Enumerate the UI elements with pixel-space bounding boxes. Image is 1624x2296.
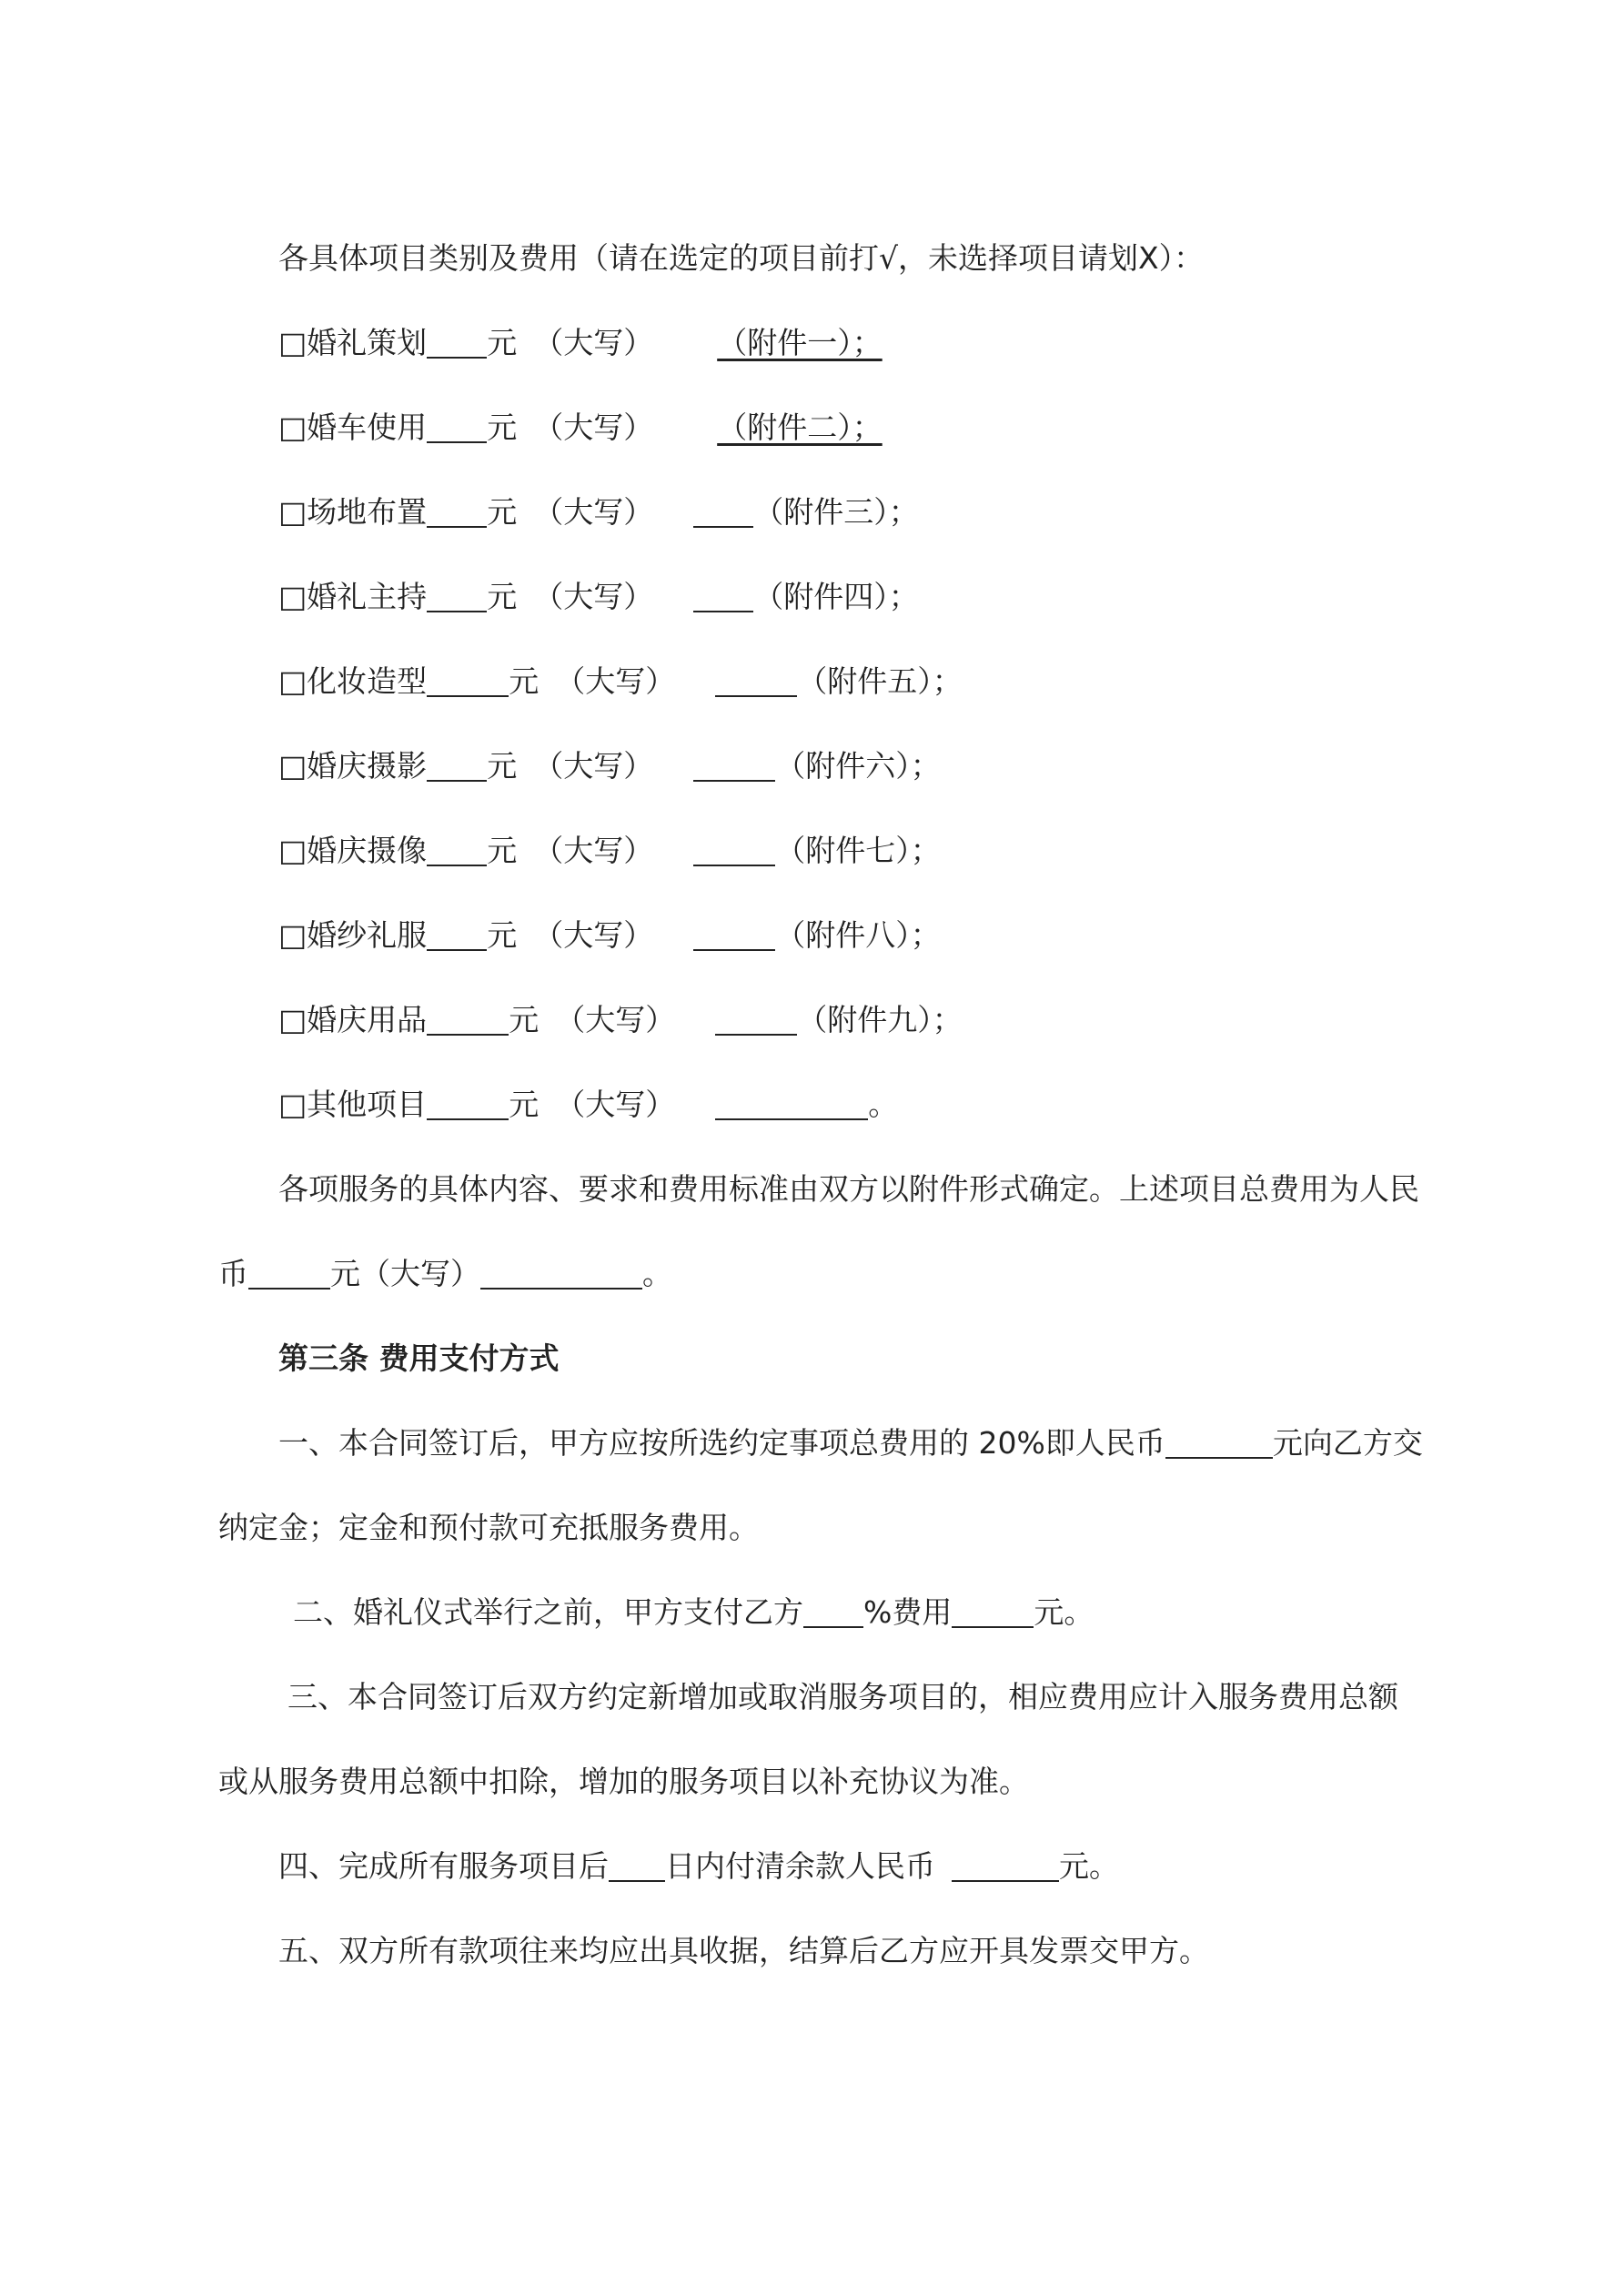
item-row-photography: □婚庆摄影 元 （大写） （附件六）； bbox=[278, 748, 941, 784]
item-name: □婚礼策划 bbox=[278, 325, 428, 360]
article-3-clause-4: 四、完成所有服务项目后 日内付清余款人民币 元。 bbox=[278, 1848, 1119, 1884]
daxie-blank bbox=[693, 497, 753, 528]
percent-blank bbox=[803, 1597, 863, 1628]
item-name: □化妆造型 bbox=[278, 663, 428, 699]
item-name: □婚庆摄像 bbox=[278, 833, 428, 868]
daxie-blank bbox=[693, 835, 775, 866]
daxie-blank bbox=[715, 1005, 797, 1036]
item-name: □婚庆摄影 bbox=[278, 748, 428, 784]
item-name: □婚车使用 bbox=[278, 410, 428, 445]
article-3-clause-3-line-1: 三、本合同签订后双方约定新增加或取消服务项目的，相应费用应计入服务费用总额 bbox=[287, 1679, 1398, 1714]
attachment-ref: （附件六）； bbox=[775, 748, 941, 784]
balance-amount-blank bbox=[952, 1851, 1059, 1882]
daxie-blank bbox=[693, 751, 775, 782]
attachment-ref: （附件四）； bbox=[753, 579, 919, 614]
daxie-blank bbox=[693, 920, 775, 951]
amount-blank bbox=[427, 412, 487, 443]
item-row-other: □其他项目 元 （大写） 。 bbox=[278, 1087, 899, 1122]
attachment-ref: （附件三）； bbox=[753, 494, 919, 530]
attachment-ref: （附件五）； bbox=[797, 663, 963, 699]
item-row-wedding-host: □婚礼主持 元 （大写） （附件四）； bbox=[278, 579, 919, 614]
item-name: □婚礼主持 bbox=[278, 579, 428, 614]
article-3-clause-1-line-1: 一、本合同签订后，甲方应按所选约定事项总费用的 20%即人民币 元向乙方交 bbox=[278, 1425, 1423, 1461]
item-row-wedding-planning: □婚礼策划 元 （大写） （附件一）； bbox=[278, 325, 883, 360]
item-row-wedding-supplies: □婚庆用品 元 （大写） （附件九）； bbox=[278, 1002, 963, 1037]
daxie-blank bbox=[715, 666, 797, 697]
item-row-venue-decoration: □场地布置 元 （大写） （附件三）； bbox=[278, 494, 919, 530]
item-row-wedding-dress: □婚纱礼服 元 （大写） （附件八）； bbox=[278, 917, 941, 953]
article-3-clause-2: 二、婚礼仪式举行之前，甲方支付乙方 %费用 元。 bbox=[293, 1594, 1094, 1630]
amount-blank bbox=[427, 920, 487, 951]
article-3-clause-1-line-2: 纳定金；定金和预付款可充抵服务费用。 bbox=[218, 1510, 759, 1545]
amount-blank bbox=[427, 751, 487, 782]
attachment-ref: （附件二）； bbox=[717, 410, 883, 445]
amount-blank bbox=[427, 497, 487, 528]
article-3-clause-3-line-2: 或从服务费用总额中扣除，增加的服务项目以补充协议为准。 bbox=[218, 1764, 1029, 1799]
item-row-wedding-car: □婚车使用 元 （大写） （附件二）； bbox=[278, 410, 883, 445]
prepay-amount-blank bbox=[952, 1597, 1034, 1628]
total-daxie-blank bbox=[480, 1259, 642, 1290]
article-3-clause-5: 五、双方所有款项往来均应出具收据，结算后乙方应开具发票交甲方。 bbox=[278, 1933, 1209, 1968]
amount-blank bbox=[427, 666, 509, 697]
item-name: □婚庆用品 bbox=[278, 1002, 428, 1037]
amount-blank bbox=[427, 328, 487, 359]
daxie-blank bbox=[693, 582, 753, 612]
attachment-ref: 。 bbox=[868, 1087, 899, 1122]
days-blank bbox=[609, 1851, 665, 1882]
summary-line-1: 各项服务的具体内容、要求和费用标准由双方以附件形式确定。上述项目总费用为人民 bbox=[278, 1171, 1419, 1207]
deposit-amount-blank bbox=[1165, 1428, 1273, 1459]
item-row-makeup: □化妆造型 元 （大写） （附件五）； bbox=[278, 663, 963, 699]
article-3-heading: 第三条 费用支付方式 bbox=[278, 1340, 560, 1376]
amount-blank bbox=[427, 1089, 509, 1120]
items-intro: 各具体项目类别及费用（请在选定的项目前打√，未选择项目请划X）： bbox=[278, 240, 1205, 276]
attachment-ref: （附件一）； bbox=[717, 325, 883, 360]
amount-blank bbox=[427, 582, 487, 612]
summary-line-2: 币 元（大写） 。 bbox=[218, 1256, 672, 1291]
daxie-blank bbox=[715, 1089, 868, 1120]
attachment-ref: （附件九）； bbox=[797, 1002, 963, 1037]
total-amount-blank bbox=[248, 1259, 330, 1290]
amount-blank bbox=[427, 1005, 509, 1036]
attachment-ref: （附件七）； bbox=[775, 833, 941, 868]
item-name: □其他项目 bbox=[278, 1087, 428, 1122]
attachment-ref: （附件八）； bbox=[775, 917, 941, 953]
item-name: □婚纱礼服 bbox=[278, 917, 428, 953]
item-row-videography: □婚庆摄像 元 （大写） （附件七）； bbox=[278, 833, 941, 868]
amount-blank bbox=[427, 835, 487, 866]
item-name: □场地布置 bbox=[278, 494, 428, 530]
